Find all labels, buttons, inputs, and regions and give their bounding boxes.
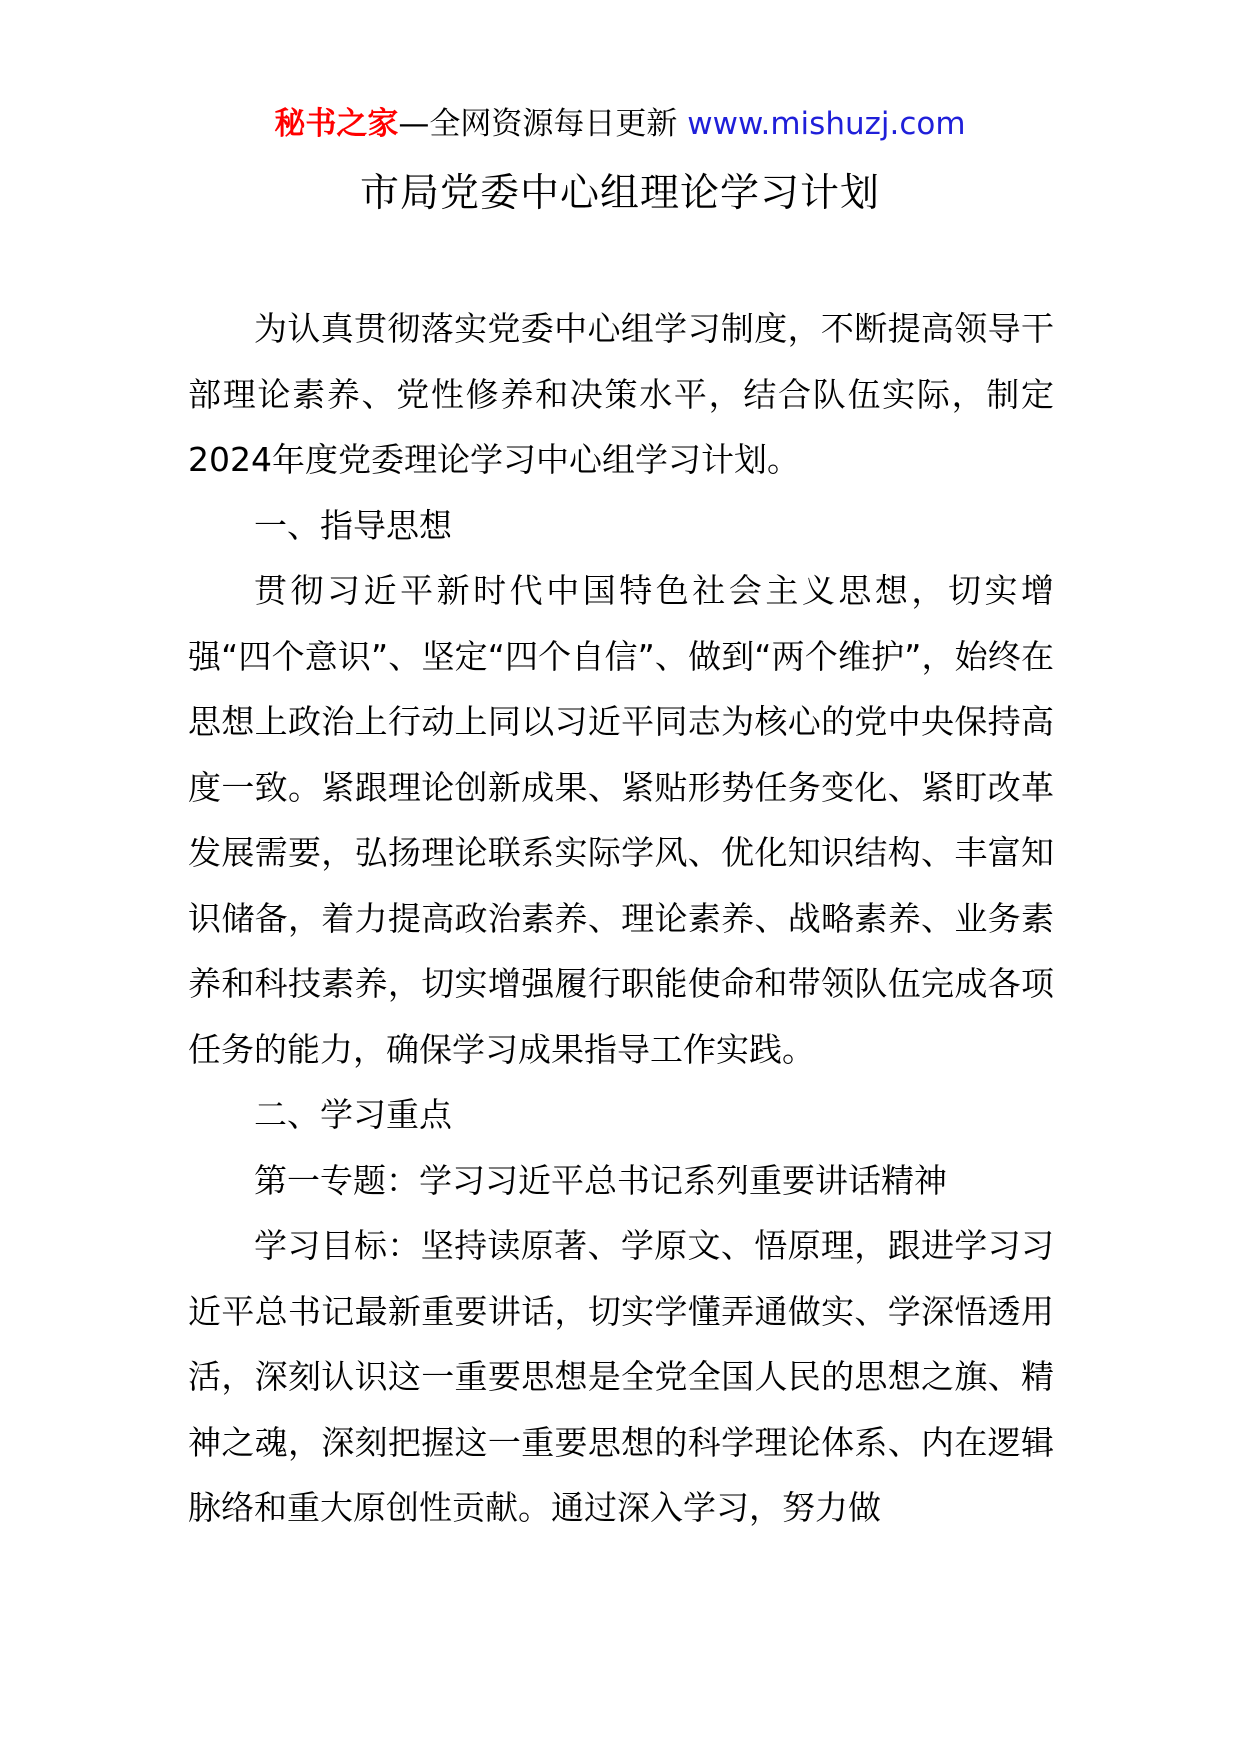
intro-paragraph: 为认真贯彻落实党委中心组学习制度，不断提高领导干部理论素养、党性修养和决策水平，结合队伍实际，制定2024年度党委理论学习中心组学习计划。 [188, 309, 1054, 479]
document-body [188, 296, 1054, 1541]
header-banner [0, 102, 1240, 146]
document-title: 市局党委中心组理论学习计划 [359, 171, 880, 216]
learning-objective-paragraph: 学习目标：坚持读原著、学原文、悟原理，跟进学习习近平总书记最新重要讲话，切实学懂弄通做实、学深悟透用活，深刻认识这一重要思想是全党全国人民的思想之旗、精神之魂，深刻把握这一重要思想的科学理论体系、内在逻辑脉络和重大原创性贡献。通过深入学习，努力做 [188, 1226, 1054, 1527]
guiding-ideology-paragraph: 贯彻习近平新时代中国特色社会主义思想，切实增强“四个意识”、坚定“四个自信”、做到“两个维护”，始终在思想上政治上行动上同以习近平同志为核心的党中央保持高度一致。紧跟理论创新成果、紧贴形势任务变化、紧盯改革发展需要，弘扬理论联系实际学风、优化知识结构、丰富知识储备，着力提高政治素养、理论素养、战略素养、业务素养和科技素养，切实增强履行职能使命和带领队伍完成各项任务的能力，确保学习成果指导工作实践。 [188, 571, 1054, 1069]
header-tagline: —全网资源每日更新 [398, 106, 678, 142]
section-heading-study-focus: 二、学习重点 [254, 1095, 452, 1134]
brand-name: 秘书之家 [274, 106, 399, 142]
topic-one-heading: 第一专题：学习习近平总书记系列重要讲话精神 [254, 1160, 947, 1200]
section-heading-guiding-ideology: 一、指导思想 [254, 505, 452, 545]
site-url-link[interactable]: www.mishuzj.com [687, 106, 966, 142]
